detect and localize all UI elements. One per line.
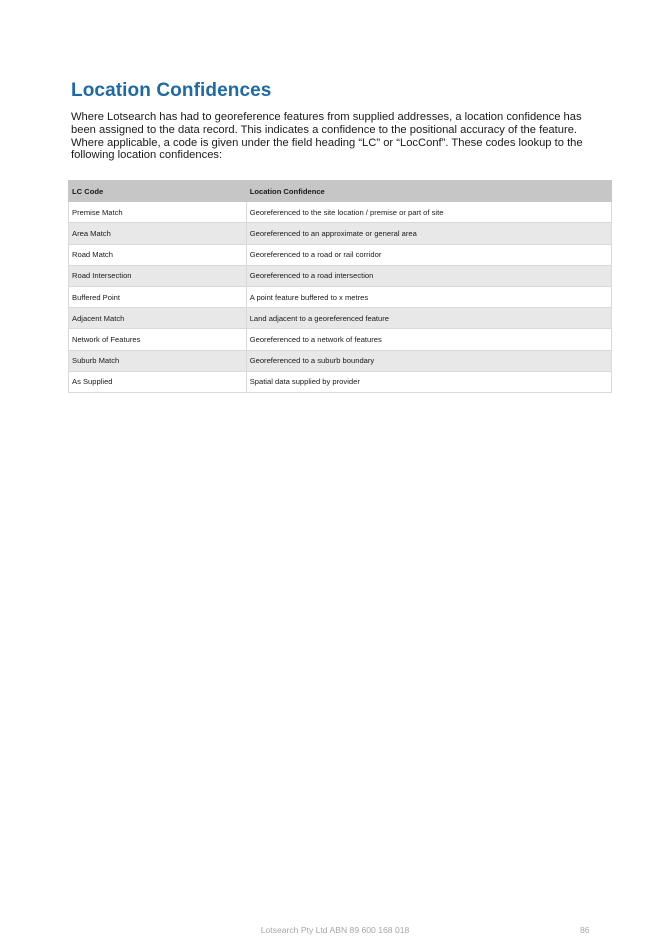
lc-code-cell: As Supplied [69,371,247,392]
table-header-row [69,181,612,202]
table-row [69,223,612,244]
table-row [69,371,612,392]
lc-code-cell: Premise Match [69,202,247,223]
location-confidence-cell: Georeferenced to a road intersection [246,265,611,286]
table-row [69,265,612,286]
table-row [69,329,612,350]
location-confidence-cell: Georeferenced to a suburb boundary [246,350,611,371]
table-row [69,350,612,371]
table-row [69,286,612,307]
lc-code-cell: Road Match [69,244,247,265]
lc-code-cell: Suburb Match [69,350,247,371]
table-row [69,202,612,223]
location-confidence-cell: Georeferenced to a road or rail corridor [246,244,611,265]
lc-code-cell: Area Match [69,223,247,244]
page-title: Location Confidences [71,80,272,101]
location-confidence-cell: Georeferenced to the site location / premise or part of site [246,202,611,223]
lc-code-cell: Buffered Point [69,286,247,307]
column-header-lc-code: LC Code [69,181,247,202]
intro-paragraph: Where Lotsearch has had to georeference features from supplied addresses, a location confidence has been assigned to the data record. This indicates a confidence to the positional accuracy of the feature. Where applicable, a code is given under the field heading “LC” or “LocConf”. These codes lookup to the following location confidences: [71,111,583,162]
lc-code-cell: Adjacent Match [69,308,247,329]
location-confidence-cell: Spatial data supplied by provider [246,371,611,392]
footer-company-text: Lotsearch Pty Ltd ABN 89 600 168 018 [260,925,410,935]
location-confidence-table [68,180,612,393]
location-confidence-cell: Georeferenced to an approximate or general area [246,223,611,244]
table-row [69,308,612,329]
lc-code-cell: Network of Features [69,329,247,350]
lc-code-cell: Road Intersection [69,265,247,286]
table-row [69,244,612,265]
page-number: 86 [580,925,590,935]
location-confidence-cell: A point feature buffered to x metres [246,286,611,307]
location-confidence-cell: Land adjacent to a georeferenced feature [246,308,611,329]
location-confidence-cell: Georeferenced to a network of features [246,329,611,350]
column-header-location-confidence: Location Confidence [246,181,611,202]
